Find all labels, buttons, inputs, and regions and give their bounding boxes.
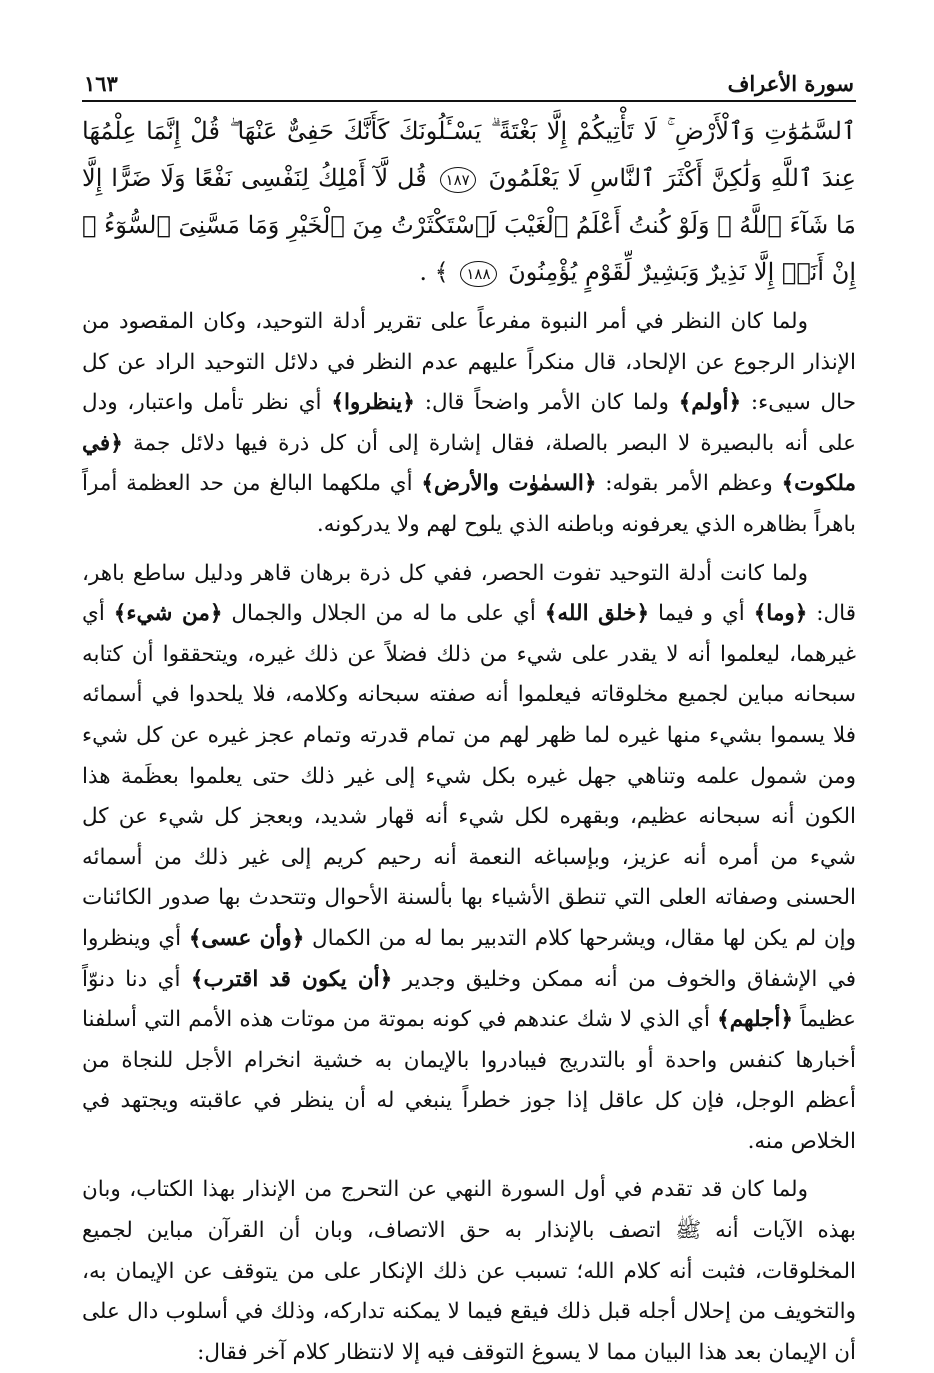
header-divider bbox=[82, 100, 856, 102]
text-run: أي و فيما bbox=[649, 601, 754, 627]
quoted-word: ﴿خلق الله﴾ bbox=[544, 601, 650, 627]
commentary-paragraph-3 bbox=[82, 1170, 856, 1373]
page-header bbox=[82, 62, 856, 100]
text-run: ولما كانت أدلة التوحيد تفوت الحصر، ففي كل ذرة برهان قاهر ودليل ساطع باهر، قال: bbox=[82, 560, 856, 627]
quoted-word: ﴿أولم﴾ bbox=[678, 390, 742, 416]
quoted-word: ﴿من شيء﴾ bbox=[113, 601, 223, 627]
ayah-number-marker: ١٨٨ bbox=[460, 261, 496, 287]
verse-close-bracket: ﴾ . bbox=[419, 258, 449, 286]
text-run: ولما كان قد تقدم في أول السورة النهي عن التحرج من الإنذار بهذا الكتاب، وبان بهذه الآيات أنه ﷺ اتصف بالإنذار به حق الاتصاف، وبان أن القرآن مباين لجميع المخلوقات، فثبت أنه كلام الله؛ تسبب عن ذلك الإنكار على من يتوقف عن الإيمان به، والتخويف من إحلال أجله قبل ذلك فيقع فيما لا يمكنه تداركه، وذلك في أسلوب دال على أن الإيمان بعد هذا البيان مما لا يسوغ التوقف فيه إلا لانتظار كلام آخر فقال: bbox=[82, 1177, 856, 1365]
text-run: أي غيرهما، ليعلموا أنه لا يقدر على شيء من ذلك فضلاً عن ذلك غيره، ويتحققوا أن كتابه سبحانه مباين لجميع مخلوقاته فيعلموا أنه صفته سبحانه وكلامه، فلا يلحدوا في أسمائه فلا يسموا بشيء منها غيره لما ظهر لهم من تمام قدرته وتمام عجز غيره عن كل شيء ومن شمول علمه وتناهي جهل غيره بكل شيء إلى غير ذلك حتى يعلموا بعظَمة هذا الكون أنه سبحانه عظيم، وبقهره لكل شيء أنه قهار شديد، وبعجز كل شيء عن كل شيء من أمره أنه عزيز، وبإسباغه النعمة أنه رحيم كريم إلى غير ذلك من أسمائه الحسنى وصفاته العلى التي تنطق الأشياء بها بألسنة الأحوال وتتحدث بها صدور الكائنات وإن لم يكن لها مقال، ويشرحها كلام التدبير بما له من الكمال bbox=[82, 601, 856, 951]
commentary-paragraph-2 bbox=[82, 554, 856, 1163]
quoted-word: ﴿أن يكون قد اقترب﴾ bbox=[190, 966, 393, 992]
quoted-word: ﴿أجلهم﴾ bbox=[717, 1007, 793, 1033]
text-run: أي ملكهما البالغ من حد العظمة أمراً باهراً بظاهره الذي يعرفونه وباطنه الذي يلوح لهم ولا يدركونه. bbox=[82, 471, 856, 537]
text-run: ولما كان النظر في أمر النبوة مفرعاً على تقرير أدلة التوحيد، وكان المقصود من الإنذار الرجوع عن الإلحاد، قال منكراً عليهم عدم النظر في دلائل التوحيد الراد عن كل حال سيىء: bbox=[82, 309, 856, 416]
text-run: وعظم الأمر بقوله: bbox=[596, 471, 782, 497]
quoted-word: ﴿في ملكوت﴾ bbox=[82, 430, 857, 497]
text-run: أي دنا دنوّاً عظيماً bbox=[82, 966, 856, 1033]
text-run: أي الذي لا شك عندهم في كونه بموتة من موتات هذه الأمم التي أسلفنا أخبارها كنفس واحدة أو بالتدريج فيبادروا بالإيمان به خشية انخرام الأجل للنجاة من أعظم الوجل، فإن كل عاقل إذا جوز خطراً ينبغي له أن ينظر في عاقبته ويجتهد في الخلاص منه. bbox=[82, 1007, 856, 1154]
book-page bbox=[82, 62, 857, 1365]
quoted-word: ﴿ينظروا﴾ bbox=[331, 390, 415, 416]
surah-title: سورة الأعراف bbox=[727, 71, 854, 96]
quran-verse-block bbox=[82, 108, 856, 296]
text-run: أي على ما له من الجلال والجمال bbox=[222, 601, 545, 627]
quoted-word: ﴿السمٰوٰت والأرض﴾ bbox=[421, 471, 597, 497]
text-run: ولما كان الأمر واضحاً قال: bbox=[414, 390, 679, 416]
text-run: أي نظر تأمل واعتبار، ودل على أنه بالبصيرة لا البصر بالصلة، فقال إشارة إلى أن كل ذرة فيها دلائل جمة bbox=[82, 390, 856, 456]
ayah-number-marker: ١٨٧ bbox=[440, 167, 476, 193]
verse-text-2: قُل لَّآ أَمْلِكُ لِنَفْسِى نَفْعًا وَلَا ضَرًّا إِلَّا مَا شَآءَ ٱللَّهُ ۚ وَلَوْ كُنتُ أَعْلَمُ ٱلْغَيْبَ لَٱسْتَكْثَرْتُ مِنَ ٱلْخَيْرِ وَمَا مَسَّنِىَ ٱلسُّوٓءُ ۚ إِنْ أَنَا۠ إِلَّا نَذِيرٌ وَبَشِيرٌ لِّقَوْمٍ يُؤْمِنُونَ bbox=[82, 164, 856, 286]
commentary-paragraph-1 bbox=[82, 302, 856, 546]
quoted-word: ﴿وما﴾ bbox=[753, 601, 808, 627]
page-number: ١٦٣ bbox=[84, 71, 118, 96]
verse-text-1: ٱلسَّمَٰوَٰتِ وَٱلْأَرْضِ ۚ لَا تَأْتِيكُمْ إِلَّا بَغْتَةً ۗ يَسْـَٔلُونَكَ كَأَنَّكَ حَفِىٌّ عَنْهَا ۖ قُلْ إِنَّمَا عِلْمُهَا عِندَ ٱللَّهِ وَلَٰكِنَّ أَكْثَرَ ٱلنَّاسِ لَا يَعْلَمُونَ bbox=[82, 117, 856, 192]
text-run: أي وينظروا في الإشفاق والخوف من أنه ممكن وخليق وجدير bbox=[82, 925, 856, 992]
quoted-word: ﴿وأن عسى﴾ bbox=[188, 925, 305, 951]
